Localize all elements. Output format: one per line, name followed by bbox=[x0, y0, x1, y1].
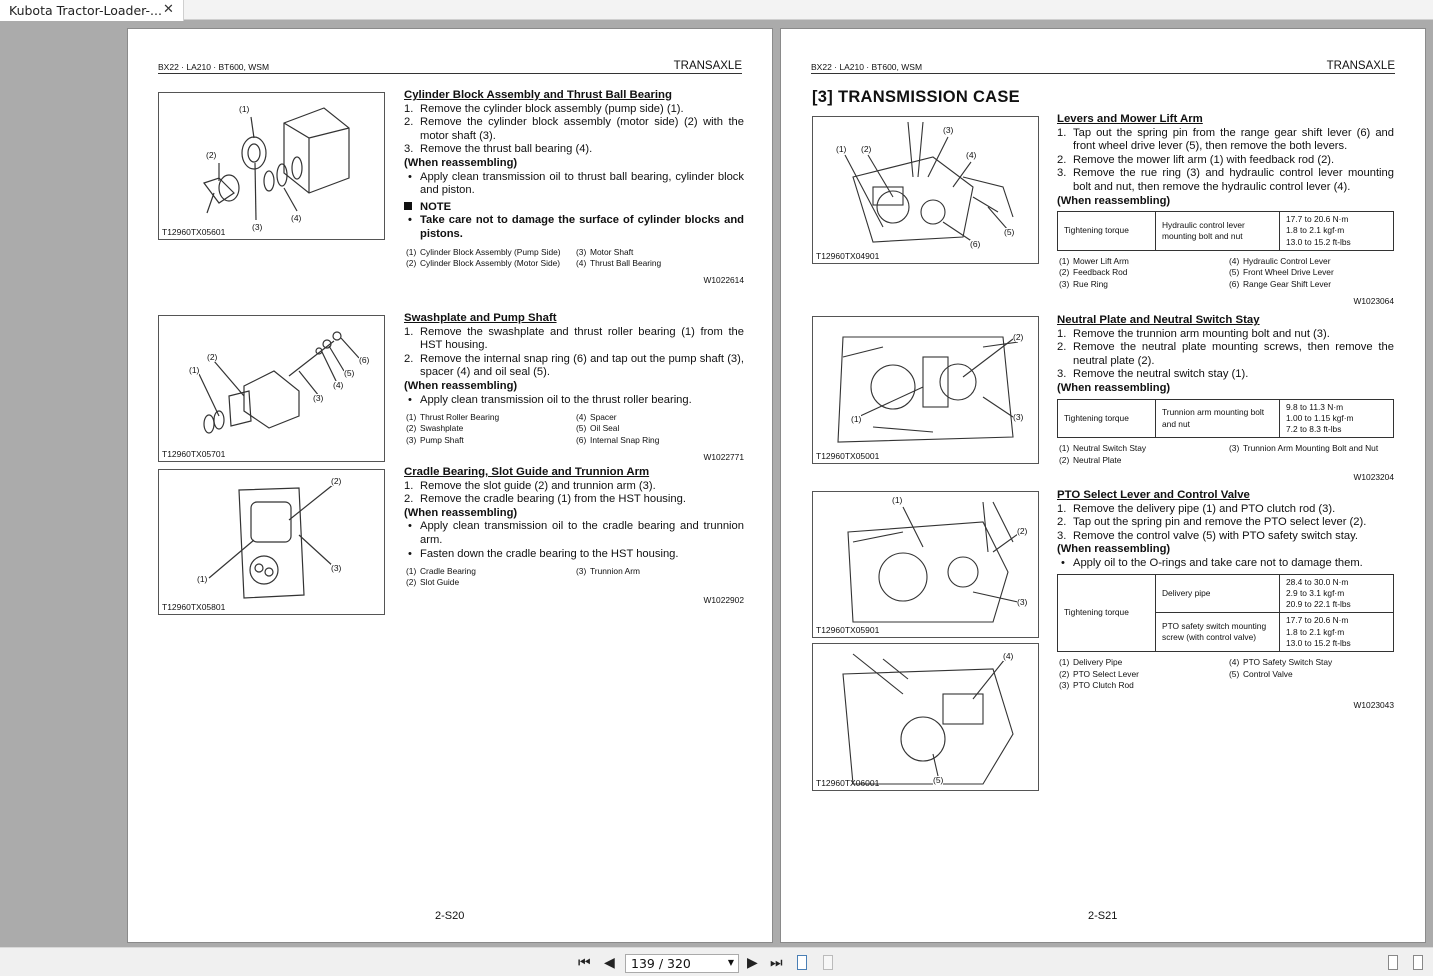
figure-drawing bbox=[159, 470, 386, 616]
figure-drawing bbox=[813, 492, 1040, 639]
step: Remove the slot guide (2) and trunnion arm (3). bbox=[420, 479, 656, 492]
step: Remove the internal snap ring (6) and tap out the pump shaft (3), spacer (4) and oil seal (5). bbox=[420, 352, 744, 379]
section-title: Cradle Bearing, Slot Guide and Trunnion Arm bbox=[404, 466, 650, 478]
navigation-toolbar bbox=[0, 947, 1433, 976]
callout-2: (2) bbox=[331, 476, 342, 486]
figure-caption: T12960TX05601 bbox=[162, 227, 226, 237]
reassembling-heading: (When reassembling) bbox=[1057, 543, 1171, 556]
note-square-icon bbox=[404, 202, 412, 210]
header-divider bbox=[158, 73, 742, 74]
tab-title: Kubota Tractor-Loader-... bbox=[9, 3, 162, 18]
section-title: Neutral Plate and Neutral Switch Stay bbox=[1057, 314, 1260, 326]
page-left bbox=[127, 28, 773, 943]
figure-caption: T12960TX05901 bbox=[816, 625, 880, 635]
header-model: BX22 · LA210 · BT600, WSM bbox=[811, 62, 923, 72]
section-title: Swashplate and Pump Shaft bbox=[404, 312, 557, 324]
previous-page-button[interactable]: ◀ bbox=[604, 954, 615, 970]
callout-5: (5) bbox=[344, 368, 355, 378]
bullet: Apply clean transmission oil to the cradle bearing and trunnion arm. bbox=[420, 520, 744, 546]
figure-swashplate bbox=[158, 315, 385, 462]
note-bullet: Take care not to damage the surface of cylinder blocks and pistons. bbox=[420, 214, 744, 240]
callout-3: (3) bbox=[1017, 597, 1028, 607]
callout-2: (2) bbox=[207, 352, 218, 362]
callout-1: (1) bbox=[197, 574, 208, 584]
callout-5: (5) bbox=[1004, 227, 1015, 237]
figure-caption: T12960TX05701 bbox=[162, 449, 226, 459]
step: Remove the thrust ball bearing (4). bbox=[420, 143, 593, 156]
step: Remove the trunnion arm mounting bolt and nut (3). bbox=[1073, 327, 1330, 340]
go-back-view-icon[interactable] bbox=[797, 955, 807, 970]
go-forward-view-icon[interactable] bbox=[823, 955, 833, 970]
legend: (1) Mower Lift Arm (4) Hydraulic Control Lever (2) Feedback Rod (5) Front Wheel Drive Lever (3) Rue Ring (6) Range Gear Shift Lever bbox=[1059, 256, 1334, 289]
reference-code: W1022902 bbox=[703, 594, 744, 605]
figure-pto-lever bbox=[812, 491, 1039, 638]
chapter-title: [3] TRANSMISSION CASE bbox=[812, 88, 1020, 106]
bullet: Apply oil to the O-rings and take care not to damage them. bbox=[1073, 556, 1363, 569]
reassembling-heading: (When reassembling) bbox=[404, 506, 518, 519]
figure-caption: T12960TX05801 bbox=[162, 602, 226, 612]
figure-cradle-bearing bbox=[158, 469, 385, 615]
legend: (1) Cylinder Block Assembly (Pump Side) (3) Motor Shaft (2) Cylinder Block Assembly (Motor Side) (4) Thrust Ball Bearing bbox=[406, 246, 662, 268]
callout-4: (4) bbox=[291, 213, 302, 223]
torque-table: Tightening torque Hydraulic control lever mounting bolt and nut 17.7 to 20.6 N·m 1.8 to 2.1 kgf·m 13.0 to 15.2 ft-lbs bbox=[1057, 211, 1394, 251]
reference-code: W1022771 bbox=[703, 452, 744, 463]
section-title: Levers and Mower Lift Arm bbox=[1057, 113, 1203, 125]
figure-drawing bbox=[813, 644, 1040, 792]
page-selector[interactable] bbox=[625, 954, 739, 973]
step: Remove the control valve (5) with PTO safety switch stay. bbox=[1073, 529, 1358, 542]
page-number: 2-S20 bbox=[435, 910, 465, 922]
callout-3: (3) bbox=[1013, 412, 1024, 422]
figure-drawing bbox=[813, 317, 1040, 465]
callout-3: (3) bbox=[943, 125, 954, 135]
section-pto-select-lever: PTO Select Lever and Control Valve 1. Remove the delivery pipe (1) and PTO clutch rod (3). 2. Tap out the spring pin and remove the PTO select lever (2). 3. Remove the control valve (5) with PTO safety switch stay. (When reassembling) • Apply oil to the O-rings and take care not to damage them. Tightening torque Delivery pipe 28.4 to 30.0 N·m 2.9 to 3.1 kgf·m 20.9 to 22.1 ft-lbs PTO safety switch mounting screw (with control valve) 17.7 to 20.6 N·m 1.8 to 2.1 kgf·m 13.0 to 15.2 ft-lbs (1) Delivery Pipe (4) PTO Safety Switch Stay (2) PTO Select Lever (5) Control Valve (3) PTO Clutch Rod W1023043 bbox=[1057, 489, 1394, 713]
torque-table: Tightening torque Delivery pipe 28.4 to 30.0 N·m 2.9 to 3.1 kgf·m 20.9 to 22.1 ft-lbs PTO safety switch mounting screw (with control valve) 17.7 to 20.6 N·m 1.8 to 2.1 kgf·m 13.0 to 15.2 ft-lbs bbox=[1057, 574, 1394, 653]
callout-2: (2) bbox=[861, 144, 872, 154]
reference-code: W1023064 bbox=[1353, 295, 1394, 306]
callout-6: (6) bbox=[359, 355, 370, 365]
callout-1: (1) bbox=[851, 414, 862, 424]
callout-6: (6) bbox=[970, 239, 981, 249]
torque-table: Tightening torque Trunnion arm mounting bolt and nut 9.8 to 11.3 N·m 1.00 to 1.15 kgf·m 7.2 to 8.3 ft-lbs bbox=[1057, 399, 1394, 439]
callout-4: (4) bbox=[1003, 651, 1014, 661]
header-model: BX22 · LA210 · BT600, WSM bbox=[158, 62, 270, 72]
section-neutral-plate: Neutral Plate and Neutral Switch Stay 1. Remove the trunnion arm mounting bolt and nut (3). 2. Remove the neutral plate mounting screws, then remove the neutral plate (2). 3. Remove the neutral switch stay (1). (When reassembling) Tightening torque Trunnion arm mounting bolt and nut 9.8 to 11.3 N·m 1.00 to 1.15 kgf·m 7.2 to 8.3 ft-lbs (1) Neutral Switch Stay (3) Trunnion Arm Mounting Bolt and Nut (2) Neutral Plate W1023204 bbox=[1057, 314, 1394, 485]
step: Remove the cradle bearing (1) from the HST housing. bbox=[420, 493, 686, 506]
figure-drawing bbox=[813, 117, 1040, 265]
callout-2: (2) bbox=[206, 150, 217, 160]
step: Remove the cylinder block assembly (motor side) (2) with the motor shaft (3). bbox=[420, 116, 744, 142]
reference-code: W1023204 bbox=[1353, 472, 1394, 483]
legend: (1) Cradle Bearing (3) Trunnion Arm (2) Slot Guide bbox=[406, 566, 640, 588]
chevron-down-icon[interactable]: ▼ bbox=[727, 958, 734, 967]
callout-1: (1) bbox=[189, 365, 200, 375]
callout-3: (3) bbox=[331, 563, 342, 573]
tab-bar bbox=[0, 0, 1433, 20]
callout-1: (1) bbox=[892, 495, 903, 505]
step: Remove the mower lift arm (1) with feedback rod (2). bbox=[1073, 153, 1335, 166]
first-page-button[interactable]: ⏮ bbox=[578, 954, 591, 970]
reference-code: W1023043 bbox=[1353, 700, 1394, 711]
section-title: Cylinder Block Assembly and Thrust Ball Bearing bbox=[404, 89, 672, 101]
callout-3: (3) bbox=[252, 222, 263, 232]
bullet: Fasten down the cradle bearing to the HST housing. bbox=[420, 547, 679, 560]
last-page-button[interactable]: ⏭ bbox=[770, 954, 783, 970]
callout-2: (2) bbox=[1013, 332, 1024, 342]
callout-1: (1) bbox=[836, 144, 847, 154]
close-tab-icon[interactable]: ✕ bbox=[163, 2, 174, 17]
callout-5: (5) bbox=[933, 775, 944, 785]
step: Tap out the spring pin and remove the PTO select lever (2). bbox=[1073, 516, 1367, 529]
step: Remove the delivery pipe (1) and PTO clutch rod (3). bbox=[1073, 502, 1336, 515]
page-right bbox=[780, 28, 1426, 943]
figure-cylinder-block bbox=[158, 92, 385, 240]
figure-drawing bbox=[159, 93, 386, 241]
page-number: 2-S21 bbox=[1088, 910, 1118, 922]
figure-drawing bbox=[159, 316, 386, 463]
step: Remove the rue ring (3) and hydraulic control lever mounting bolt and nut, then remove the hydraulic control lever (4). bbox=[1073, 167, 1394, 193]
continuous-view-icon[interactable] bbox=[1413, 955, 1423, 970]
single-page-view-icon[interactable] bbox=[1388, 955, 1398, 970]
bullet: Apply clean transmission oil to the thrust roller bearing. bbox=[420, 393, 692, 406]
note-heading: NOTE bbox=[404, 201, 744, 215]
figure-levers bbox=[812, 116, 1039, 264]
section-cradle-bearing: Cradle Bearing, Slot Guide and Trunnion Arm 1. Remove the slot guide (2) and trunnion arm (3). 2. Remove the cradle bearing (1) from the HST housing. (When reassembling) • Apply clean transmission oil to the cradle bearing and trunnion arm. • Fasten down the cradle bearing to the HST housing. (1) Cradle Bearing (3) Trunnion Arm (2) Slot Guide W1022902 bbox=[404, 466, 744, 607]
reference-code: W1022614 bbox=[703, 275, 744, 286]
bullet: Apply clean transmission oil to thrust ball bearing, cylinder block and piston. bbox=[420, 170, 744, 197]
section-levers: Levers and Mower Lift Arm 1. Tap out the spring pin from the range gear shift lever (6) and front wheel drive lever (5), then remove the both levers. 2. Remove the mower lift arm (1) with feedback rod (2). 3. Remove the rue ring (3) and hydraulic control lever mounting bolt and nut, then remove the hydraulic control lever (4). (When reassembling) Tightening torque Hydraulic control lever mounting bolt and nut 17.7 to 20.6 N·m 1.8 to 2.1 kgf·m 13.0 to 15.2 ft-lbs (1) Mower Lift Arm (4) Hydraulic Control Lever (2) Feedback Rod (5) Front Wheel Drive Lever (3) Rue Ring (6) Range Gear Shift Lever W1023064 bbox=[1057, 113, 1394, 309]
header-chapter: TRANSAXLE bbox=[1326, 60, 1395, 72]
step: Remove the cylinder block assembly (pump side) (1). bbox=[420, 102, 684, 115]
header-chapter: TRANSAXLE bbox=[673, 60, 742, 72]
figure-caption: T12960TX06001 bbox=[816, 778, 880, 788]
section-swashplate: Swashplate and Pump Shaft 1. Remove the swashplate and thrust roller bearing (1) from the HST housing. 2. Remove the internal snap ring (6) and tap out the pump shaft (3), spacer (4) and oil seal (5). (When reassembling) • Apply clean transmission oil to the thrust roller bearing. (1) Thrust Roller Bearing (4) Spacer (2) Swashplate (5) Oil Seal (3) Pump Shaft (6) Internal Snap Ring W1022771 bbox=[404, 312, 744, 465]
callout-3: (3) bbox=[313, 393, 324, 403]
reassembling-heading: (When reassembling) bbox=[404, 379, 518, 392]
step: Remove the neutral switch stay (1). bbox=[1073, 368, 1249, 381]
step: Tap out the spring pin from the range gear shift lever (6) and front wheel drive lever (5), then remove the both levers. bbox=[1073, 126, 1394, 153]
reassembling-heading: (When reassembling) bbox=[1057, 194, 1171, 207]
legend: (1) Delivery Pipe (4) PTO Safety Switch Stay (2) PTO Select Lever (5) Control Valve (3) PTO Clutch Rod bbox=[1059, 657, 1333, 690]
callout-2: (2) bbox=[1017, 526, 1028, 536]
step: Remove the neutral plate mounting screws, then remove the neutral plate (2). bbox=[1073, 341, 1394, 367]
figure-neutral-plate bbox=[812, 316, 1039, 464]
legend: (1) Thrust Roller Bearing (4) Spacer (2) Swashplate (5) Oil Seal (3) Pump Shaft (6) Internal Snap Ring bbox=[406, 412, 660, 445]
reassembling-heading: (When reassembling) bbox=[404, 156, 518, 169]
reassembling-heading: (When reassembling) bbox=[1057, 381, 1171, 394]
figure-caption: T12960TX04901 bbox=[816, 251, 880, 261]
current-page: 139 / 320 bbox=[631, 956, 691, 971]
figure-control-valve bbox=[812, 643, 1039, 791]
callout-4: (4) bbox=[333, 380, 344, 390]
document-tab[interactable] bbox=[0, 0, 184, 21]
callout-4: (4) bbox=[966, 150, 977, 160]
callout-1: (1) bbox=[239, 104, 250, 114]
next-page-button[interactable]: ▶ bbox=[747, 954, 758, 970]
step: Remove the swashplate and thrust roller bearing (1) from the HST housing. bbox=[420, 325, 744, 352]
header-divider bbox=[811, 73, 1395, 74]
section-title: PTO Select Lever and Control Valve bbox=[1057, 489, 1250, 501]
figure-caption: T12960TX05001 bbox=[816, 451, 880, 461]
section-cylinder-block: Cylinder Block Assembly and Thrust Ball Bearing 1. Remove the cylinder block assembly (pump side) (1). 2. Remove the cylinder block assembly (motor side) (2) with the motor shaft (3). 3. Remove the thrust ball bearing (4). (When reassembling) • Apply clean transmission oil to thrust ball bearing, cylinder block and piston. NOTE • Take care not to damage the surface of cylinder blocks and pistons. (1) Cylinder Block Assembly (Pump Side) (3) Motor Shaft (2) Cylinder Block Assembly (Motor Side) (4) Thrust Ball Bearing W1022614 bbox=[404, 89, 744, 288]
legend: (1) Neutral Switch Stay (3) Trunnion Arm Mounting Bolt and Nut (2) Neutral Plate bbox=[1059, 443, 1379, 465]
